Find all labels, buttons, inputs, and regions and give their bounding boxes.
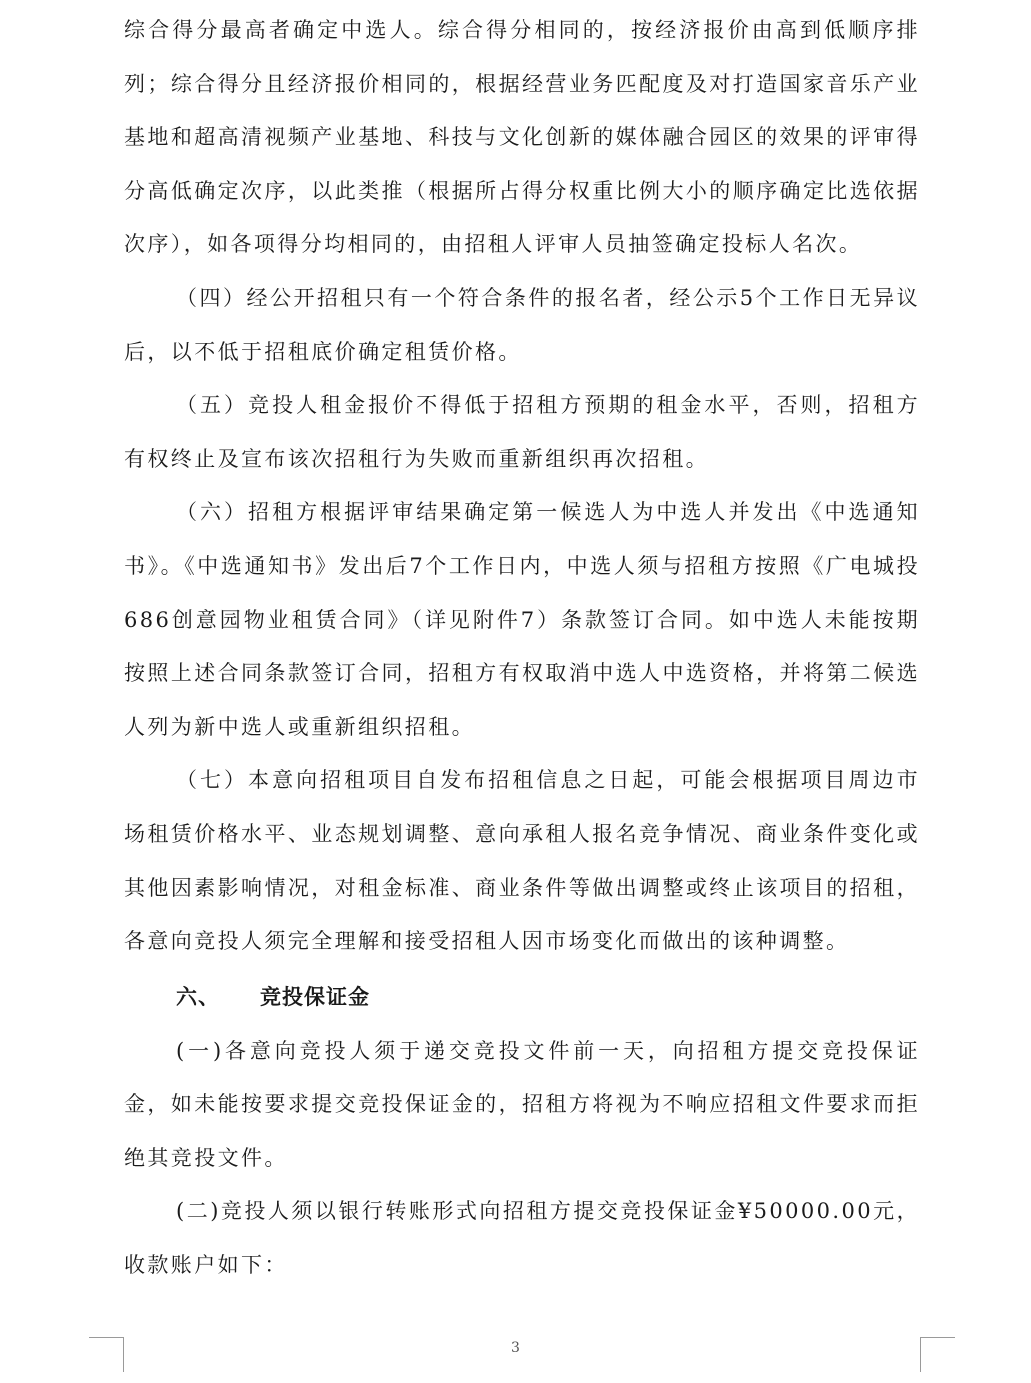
section-number: 六、 bbox=[176, 984, 220, 1009]
paragraph-deposit-2: (二)竞投人须以银行转账形式向招租方提交竞投保证金¥50000.00元，收款账户如下： bbox=[124, 1199, 920, 1278]
paragraph-continued-scoring: 综合得分最高者确定中选人。综合得分相同的，按经济报价由高到低顺序排列；综合得分且经济报价相同的，根据经营业务匹配度及对打造国家音乐产业基地和超高清视频产业基地、科技与文化创新的媒体融合园区的效果的评审得分高低确定次序，以此类推（根据所占得分权重比例大小的顺序确定比选依据次序），如各项得分均相同的，由招租人评审人员抽签确定投标人名次。 bbox=[124, 18, 920, 257]
page-number: 3 bbox=[511, 1340, 520, 1356]
document-body bbox=[124, 4, 920, 1293]
paragraph-item-5: （五）竞投人租金报价不得低于招租方预期的租金水平，否则，招租方有权终止及宣布该次招租行为失败而重新组织再次招租。 bbox=[124, 393, 920, 471]
section-title: 竞投保证金 bbox=[260, 984, 370, 1009]
paragraph-deposit-1: (一)各意向竞投人须于递交竞投文件前一天，向招租方提交竞投保证金，如未能按要求提交竞投保证金的，招租方将视为不响应招租文件要求而拒绝其竞投文件。 bbox=[124, 1038, 920, 1170]
paragraph-item-6: （六）招租方根据评审结果确定第一候选人为中选人并发出《中选通知书》。《中选通知书》发出后7个工作日内，中选人须与招租方按照《广电城投686创意园物业租赁合同》（详见附件7）条款签订合同。如中选人未能按期按照上述合同条款签订合同，招租方有权取消中选人中选资格，并将第二候选人列为新中选人或重新组织招租。 bbox=[124, 500, 920, 739]
section-heading bbox=[124, 969, 920, 1025]
paragraph-item-4: （四）经公开招租只有一个符合条件的报名者，经公示5个工作日无异议后，以不低于招租底价确定租赁价格。 bbox=[124, 285, 920, 364]
paragraph-item-7: （七）本意向招租项目自发布招租信息之日起，可能会根据项目周边市场租赁价格水平、业态规划调整、意向承租人报名竞争情况、商业条件变化或其他因素影响情况，对租金标准、商业条件等做出调整或终止该项目的招租，各意向竞投人须完全理解和接受招租人因市场变化而做出的该种调整。 bbox=[124, 768, 920, 954]
